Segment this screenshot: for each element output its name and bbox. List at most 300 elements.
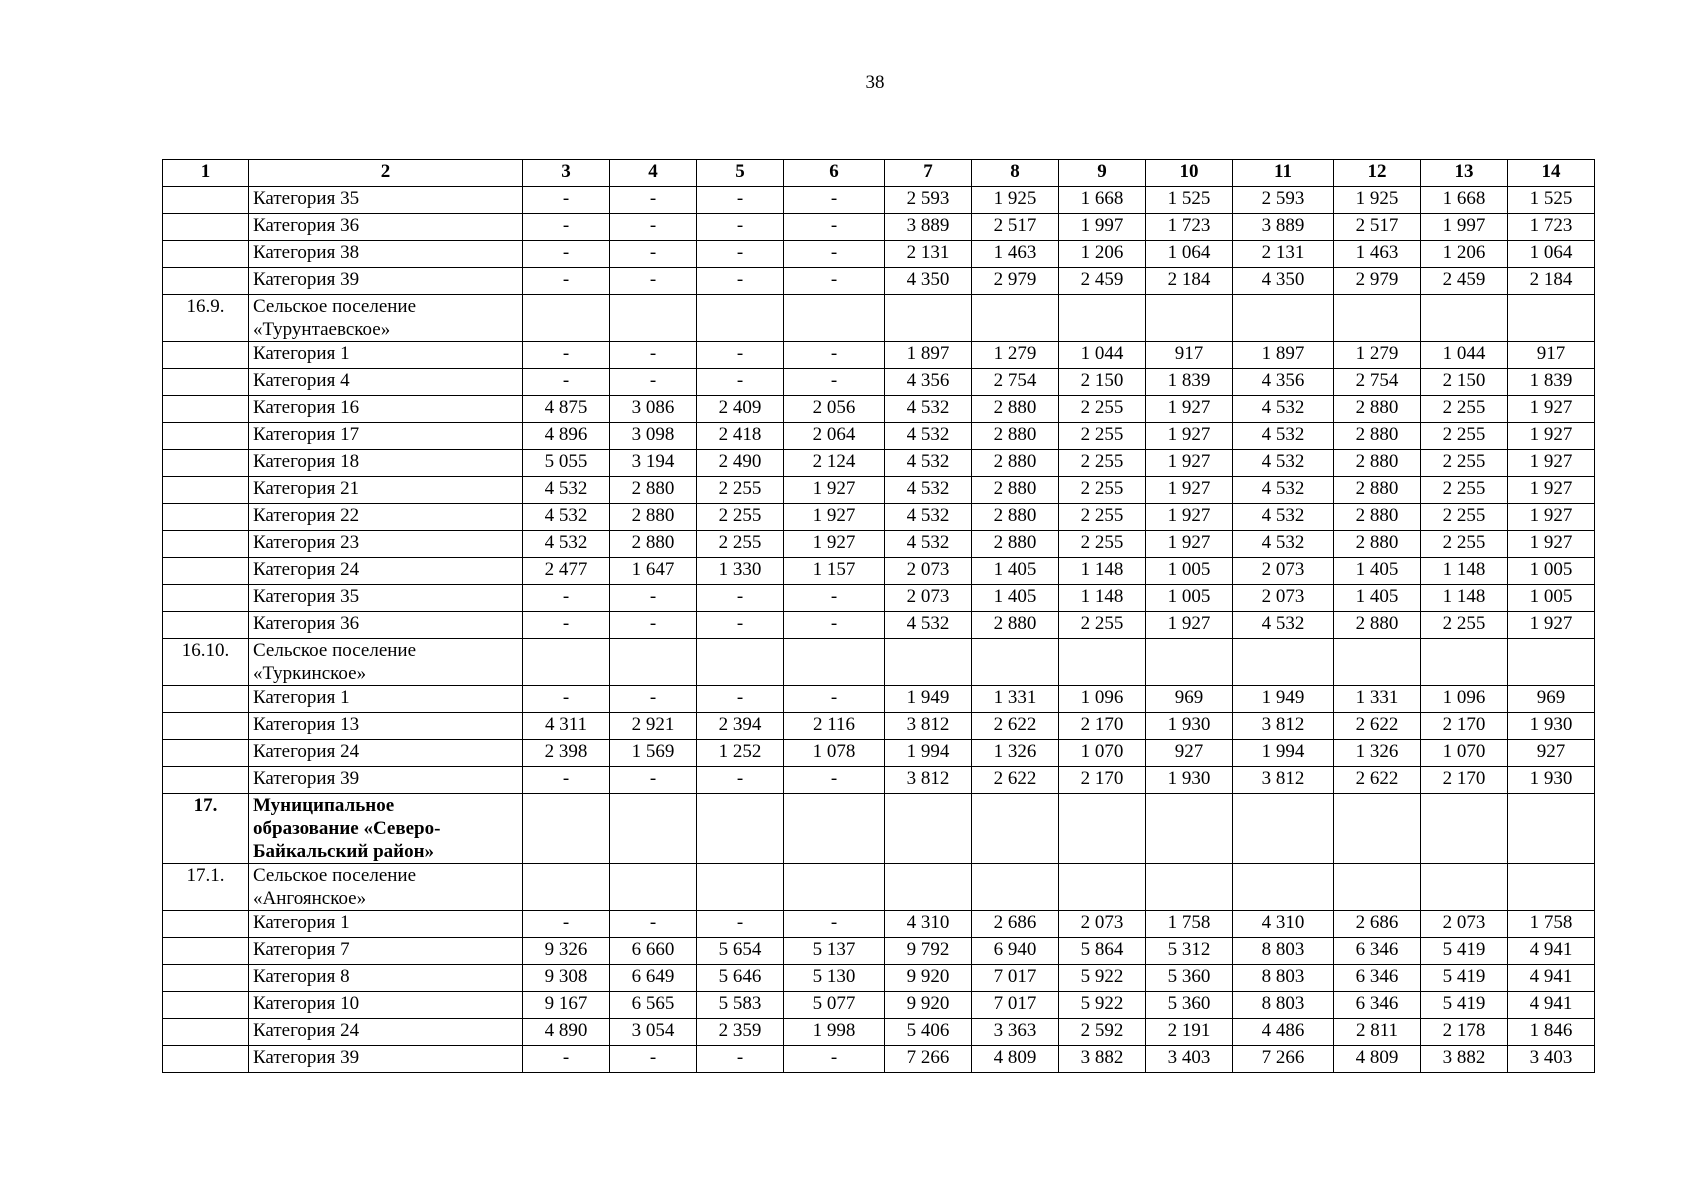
row-value: 1 148 xyxy=(1059,585,1146,612)
row-value: - xyxy=(610,612,697,639)
row-name-line: Категория 1 xyxy=(253,912,350,933)
row-value: 7 266 xyxy=(885,1046,972,1073)
row-value: 3 812 xyxy=(885,713,972,740)
table-row xyxy=(163,585,1595,612)
row-value: 1 070 xyxy=(1059,740,1146,767)
row-value: - xyxy=(784,911,885,938)
column-header: 3 xyxy=(523,160,610,187)
row-value: - xyxy=(523,268,610,295)
row-value: 5 654 xyxy=(697,938,784,965)
row-value: 9 326 xyxy=(523,938,610,965)
row-value: 1 148 xyxy=(1421,585,1508,612)
row-value: 1 405 xyxy=(1334,558,1421,585)
column-header: 12 xyxy=(1334,160,1421,187)
row-value: - xyxy=(610,187,697,214)
row-value: 4 532 xyxy=(885,450,972,477)
row-value: 2 409 xyxy=(697,396,784,423)
row-value: 2 418 xyxy=(697,423,784,450)
row-value: 2 880 xyxy=(972,450,1059,477)
row-value: - xyxy=(784,369,885,396)
row-name xyxy=(249,295,523,342)
row-name-line: Муниципальное xyxy=(253,795,395,816)
row-value: 2 255 xyxy=(1421,504,1508,531)
row-value: 1 331 xyxy=(972,686,1059,713)
row-value: 2 255 xyxy=(1421,396,1508,423)
row-value: 1 758 xyxy=(1146,911,1233,938)
row-value xyxy=(1059,639,1146,686)
row-value: 4 532 xyxy=(885,477,972,504)
row-code xyxy=(163,938,249,965)
row-value: 5 419 xyxy=(1421,992,1508,1019)
table-row xyxy=(163,531,1595,558)
row-value: 1 925 xyxy=(972,187,1059,214)
row-value: 1 927 xyxy=(1146,531,1233,558)
row-value: 3 882 xyxy=(1059,1046,1146,1073)
row-value: 3 363 xyxy=(972,1019,1059,1046)
row-value: 1 927 xyxy=(1146,477,1233,504)
row-code xyxy=(163,342,249,369)
row-value: - xyxy=(523,585,610,612)
row-value: 2 184 xyxy=(1146,268,1233,295)
row-name xyxy=(249,423,523,450)
row-name-line: Сельское поселение xyxy=(253,865,417,886)
row-value: 3 194 xyxy=(610,450,697,477)
row-value: - xyxy=(784,585,885,612)
row-value: 5 922 xyxy=(1059,992,1146,1019)
row-name xyxy=(249,241,523,268)
row-value: 927 xyxy=(1146,740,1233,767)
row-value: 1 525 xyxy=(1508,187,1595,214)
row-value xyxy=(1059,295,1146,342)
row-value: 4 941 xyxy=(1508,965,1595,992)
row-value: 1 326 xyxy=(972,740,1059,767)
row-value: 2 398 xyxy=(523,740,610,767)
row-value: 2 150 xyxy=(1059,369,1146,396)
row-value: 4 809 xyxy=(972,1046,1059,1073)
row-name-line: Категория 38 xyxy=(253,242,360,263)
row-name xyxy=(249,450,523,477)
row-value: 2 073 xyxy=(1421,911,1508,938)
row-value: 2 150 xyxy=(1421,369,1508,396)
row-name xyxy=(249,992,523,1019)
row-value: - xyxy=(784,686,885,713)
row-value: 4 311 xyxy=(523,713,610,740)
row-value: 1 949 xyxy=(885,686,972,713)
row-value: 1 064 xyxy=(1146,241,1233,268)
row-value: 6 940 xyxy=(972,938,1059,965)
row-value: 2 880 xyxy=(1334,477,1421,504)
row-value: 5 419 xyxy=(1421,938,1508,965)
row-value: 2 116 xyxy=(784,713,885,740)
row-value: 1 005 xyxy=(1146,585,1233,612)
row-value xyxy=(1233,295,1334,342)
row-value: - xyxy=(697,686,784,713)
row-value: 2 593 xyxy=(1233,187,1334,214)
row-name-line: Категория 10 xyxy=(253,993,360,1014)
row-value: 1 927 xyxy=(784,504,885,531)
row-code xyxy=(163,1046,249,1073)
table-row xyxy=(163,1019,1595,1046)
row-value: 1 925 xyxy=(1334,187,1421,214)
row-value: 2 359 xyxy=(697,1019,784,1046)
row-code xyxy=(163,396,249,423)
row-name xyxy=(249,396,523,423)
row-value: 1 930 xyxy=(1508,713,1595,740)
row-value: 1 405 xyxy=(972,558,1059,585)
row-value: 5 077 xyxy=(784,992,885,1019)
row-code xyxy=(163,965,249,992)
row-value: 1 997 xyxy=(1059,214,1146,241)
row-value: 2 131 xyxy=(1233,241,1334,268)
row-value: 4 532 xyxy=(523,504,610,531)
row-name xyxy=(249,342,523,369)
row-name-line: Категория 1 xyxy=(253,687,350,708)
row-value: - xyxy=(523,911,610,938)
table-row xyxy=(163,1046,1595,1073)
row-value: - xyxy=(523,369,610,396)
row-name-line: образование «Северо- xyxy=(253,818,441,839)
row-value: 2 517 xyxy=(1334,214,1421,241)
row-value: 1 005 xyxy=(1508,558,1595,585)
row-value: 969 xyxy=(1146,686,1233,713)
row-value: - xyxy=(697,268,784,295)
row-name-line: Категория 18 xyxy=(253,451,360,472)
column-header: 5 xyxy=(697,160,784,187)
table-row xyxy=(163,911,1595,938)
row-value: 7 017 xyxy=(972,992,1059,1019)
row-value: - xyxy=(523,342,610,369)
row-value: - xyxy=(784,612,885,639)
row-code xyxy=(163,585,249,612)
row-value: - xyxy=(697,585,784,612)
row-value: 1 839 xyxy=(1146,369,1233,396)
row-value xyxy=(523,864,610,911)
row-value: 1 839 xyxy=(1508,369,1595,396)
row-value: 4 809 xyxy=(1334,1046,1421,1073)
row-value: 9 792 xyxy=(885,938,972,965)
row-value: 4 875 xyxy=(523,396,610,423)
row-value xyxy=(697,864,784,911)
row-value: 5 360 xyxy=(1146,965,1233,992)
row-value: 2 255 xyxy=(1059,477,1146,504)
column-header: 2 xyxy=(249,160,523,187)
row-value: - xyxy=(610,268,697,295)
row-value: - xyxy=(697,767,784,794)
row-value: 3 812 xyxy=(885,767,972,794)
table-row xyxy=(163,295,1595,342)
row-value xyxy=(523,794,610,864)
table-row xyxy=(163,612,1595,639)
row-value: 1 206 xyxy=(1059,241,1146,268)
row-name xyxy=(249,612,523,639)
row-value: 2 255 xyxy=(1421,531,1508,558)
row-value xyxy=(1508,864,1595,911)
row-value xyxy=(523,295,610,342)
row-value: 6 346 xyxy=(1334,992,1421,1019)
table-row xyxy=(163,396,1595,423)
row-value xyxy=(610,794,697,864)
row-value: 2 880 xyxy=(1334,504,1421,531)
row-value: - xyxy=(784,241,885,268)
row-code xyxy=(163,504,249,531)
row-value: 1 157 xyxy=(784,558,885,585)
row-value: - xyxy=(697,612,784,639)
row-value: 4 532 xyxy=(1233,450,1334,477)
row-value: 4 532 xyxy=(885,612,972,639)
row-value: 5 055 xyxy=(523,450,610,477)
row-value xyxy=(1233,794,1334,864)
table-row xyxy=(163,639,1595,686)
row-name xyxy=(249,740,523,767)
row-name xyxy=(249,558,523,585)
row-name-line: Категория 23 xyxy=(253,532,360,553)
row-value: 4 532 xyxy=(1233,612,1334,639)
row-value: 5 419 xyxy=(1421,965,1508,992)
row-value: 2 517 xyxy=(972,214,1059,241)
row-value: - xyxy=(523,612,610,639)
row-value: 4 532 xyxy=(523,477,610,504)
row-value: 2 255 xyxy=(1421,477,1508,504)
row-value: 5 312 xyxy=(1146,938,1233,965)
row-code xyxy=(163,214,249,241)
row-value: 2 811 xyxy=(1334,1019,1421,1046)
row-code xyxy=(163,911,249,938)
row-value: 6 565 xyxy=(610,992,697,1019)
column-header: 14 xyxy=(1508,160,1595,187)
table-row xyxy=(163,992,1595,1019)
row-value: - xyxy=(610,241,697,268)
row-name xyxy=(249,477,523,504)
row-name-line: «Ангоянское» xyxy=(253,888,367,909)
row-value xyxy=(1421,295,1508,342)
row-name-line: Категория 1 xyxy=(253,343,350,364)
row-code xyxy=(163,477,249,504)
row-value: 2 622 xyxy=(1334,713,1421,740)
row-value: 1 723 xyxy=(1508,214,1595,241)
table-row xyxy=(163,740,1595,767)
row-value: 2 593 xyxy=(885,187,972,214)
row-value: - xyxy=(697,187,784,214)
row-value: 8 803 xyxy=(1233,938,1334,965)
row-value: 2 459 xyxy=(1421,268,1508,295)
row-value: 4 896 xyxy=(523,423,610,450)
table-row xyxy=(163,767,1595,794)
row-value xyxy=(523,639,610,686)
row-value: 2 255 xyxy=(1059,504,1146,531)
row-name xyxy=(249,938,523,965)
row-value: 2 255 xyxy=(1059,423,1146,450)
page-number: 38 xyxy=(865,72,885,93)
column-header: 6 xyxy=(784,160,885,187)
row-value: 1 569 xyxy=(610,740,697,767)
row-value: 1 927 xyxy=(1146,423,1233,450)
row-value: 1 927 xyxy=(1508,450,1595,477)
row-value: 1 252 xyxy=(697,740,784,767)
row-value: - xyxy=(610,585,697,612)
row-name-line: Категория 13 xyxy=(253,714,360,735)
row-value: - xyxy=(697,369,784,396)
row-value: 1 927 xyxy=(1146,612,1233,639)
row-value: 1 994 xyxy=(885,740,972,767)
row-value: 7 266 xyxy=(1233,1046,1334,1073)
row-value xyxy=(1146,864,1233,911)
row-value: 2 622 xyxy=(972,767,1059,794)
row-value: - xyxy=(697,342,784,369)
row-value: 4 356 xyxy=(885,369,972,396)
row-value: 2 255 xyxy=(1059,531,1146,558)
row-value: 1 279 xyxy=(1334,342,1421,369)
row-value xyxy=(885,794,972,864)
table-row xyxy=(163,794,1595,864)
row-value xyxy=(1421,794,1508,864)
row-value: 6 649 xyxy=(610,965,697,992)
row-value xyxy=(1146,295,1233,342)
table-row xyxy=(163,713,1595,740)
row-value: 1 927 xyxy=(1146,504,1233,531)
table-row xyxy=(163,965,1595,992)
row-value: 2 170 xyxy=(1421,713,1508,740)
row-value: 1 930 xyxy=(1146,713,1233,740)
row-value: 1 949 xyxy=(1233,686,1334,713)
row-value xyxy=(1334,864,1421,911)
row-value: - xyxy=(784,187,885,214)
row-value: 4 486 xyxy=(1233,1019,1334,1046)
row-value: 917 xyxy=(1146,342,1233,369)
row-value: 2 064 xyxy=(784,423,885,450)
table-body xyxy=(163,187,1595,1073)
row-value xyxy=(972,639,1059,686)
row-value: - xyxy=(784,342,885,369)
row-value: 3 812 xyxy=(1233,713,1334,740)
row-value: 2 178 xyxy=(1421,1019,1508,1046)
row-value: 8 803 xyxy=(1233,965,1334,992)
table-row xyxy=(163,369,1595,396)
row-value: 1 005 xyxy=(1146,558,1233,585)
row-value: 3 054 xyxy=(610,1019,697,1046)
row-value: 2 880 xyxy=(972,504,1059,531)
row-value: 6 346 xyxy=(1334,938,1421,965)
row-value: 2 880 xyxy=(1334,423,1421,450)
row-value: - xyxy=(610,342,697,369)
row-value: 2 880 xyxy=(972,396,1059,423)
tariff-table xyxy=(162,159,1595,1073)
row-value: 1 330 xyxy=(697,558,784,585)
row-name-line: Категория 36 xyxy=(253,613,360,634)
column-header: 11 xyxy=(1233,160,1334,187)
row-value xyxy=(1233,864,1334,911)
row-name xyxy=(249,1019,523,1046)
row-value: 1 846 xyxy=(1508,1019,1595,1046)
row-value xyxy=(1233,639,1334,686)
row-value: 1 044 xyxy=(1059,342,1146,369)
row-value: 2 979 xyxy=(1334,268,1421,295)
row-value: 4 532 xyxy=(1233,504,1334,531)
row-code xyxy=(163,558,249,585)
row-value: - xyxy=(610,911,697,938)
row-value: 2 124 xyxy=(784,450,885,477)
row-name-line: Категория 35 xyxy=(253,188,360,209)
row-value: 2 979 xyxy=(972,268,1059,295)
row-value xyxy=(1508,295,1595,342)
row-value: 1 997 xyxy=(1421,214,1508,241)
row-name-line: Категория 21 xyxy=(253,478,360,499)
column-header: 4 xyxy=(610,160,697,187)
row-value: 1 405 xyxy=(972,585,1059,612)
row-value: 2 255 xyxy=(1059,450,1146,477)
column-header: 10 xyxy=(1146,160,1233,187)
row-name-line: Категория 39 xyxy=(253,269,360,290)
row-code: 16.10. xyxy=(163,639,249,686)
row-value: 4 941 xyxy=(1508,938,1595,965)
row-value: 2 880 xyxy=(972,531,1059,558)
row-value: 1 463 xyxy=(1334,241,1421,268)
row-value xyxy=(1334,639,1421,686)
row-value: 9 308 xyxy=(523,965,610,992)
row-value xyxy=(784,295,885,342)
row-value: 2 622 xyxy=(972,713,1059,740)
row-value xyxy=(1508,794,1595,864)
row-name xyxy=(249,504,523,531)
row-value: 2 170 xyxy=(1059,767,1146,794)
row-name xyxy=(249,965,523,992)
row-value xyxy=(610,295,697,342)
row-code: 17.1. xyxy=(163,864,249,911)
column-header: 13 xyxy=(1421,160,1508,187)
row-code xyxy=(163,531,249,558)
row-value: 4 532 xyxy=(523,531,610,558)
row-value: - xyxy=(523,187,610,214)
row-name-line: «Туркинское» xyxy=(253,663,367,684)
row-value: 4 532 xyxy=(1233,423,1334,450)
row-value xyxy=(885,864,972,911)
row-value xyxy=(1334,794,1421,864)
row-value: 2 255 xyxy=(1421,612,1508,639)
row-value xyxy=(1059,794,1146,864)
row-value: 2 754 xyxy=(1334,369,1421,396)
row-value: 2 490 xyxy=(697,450,784,477)
row-value: 2 880 xyxy=(610,531,697,558)
row-value: 2 880 xyxy=(610,477,697,504)
row-code xyxy=(163,423,249,450)
row-value: 1 927 xyxy=(784,477,885,504)
row-value: 3 889 xyxy=(1233,214,1334,241)
row-value xyxy=(885,295,972,342)
row-value: 1 927 xyxy=(1508,504,1595,531)
row-code xyxy=(163,612,249,639)
row-value: 5 922 xyxy=(1059,965,1146,992)
row-value: - xyxy=(523,767,610,794)
row-value: - xyxy=(784,214,885,241)
row-value: 9 167 xyxy=(523,992,610,1019)
row-value: 3 403 xyxy=(1508,1046,1595,1073)
row-value: 917 xyxy=(1508,342,1595,369)
row-value: 2 686 xyxy=(972,911,1059,938)
row-value: 927 xyxy=(1508,740,1595,767)
row-value xyxy=(784,639,885,686)
row-code xyxy=(163,1019,249,1046)
row-value: 4 532 xyxy=(885,396,972,423)
row-value xyxy=(784,864,885,911)
row-value xyxy=(610,639,697,686)
row-value: 1 070 xyxy=(1421,740,1508,767)
row-code xyxy=(163,450,249,477)
row-value: - xyxy=(523,686,610,713)
row-value: 9 920 xyxy=(885,965,972,992)
row-value: 3 882 xyxy=(1421,1046,1508,1073)
row-code xyxy=(163,686,249,713)
row-value: 5 360 xyxy=(1146,992,1233,1019)
row-value: 2 686 xyxy=(1334,911,1421,938)
